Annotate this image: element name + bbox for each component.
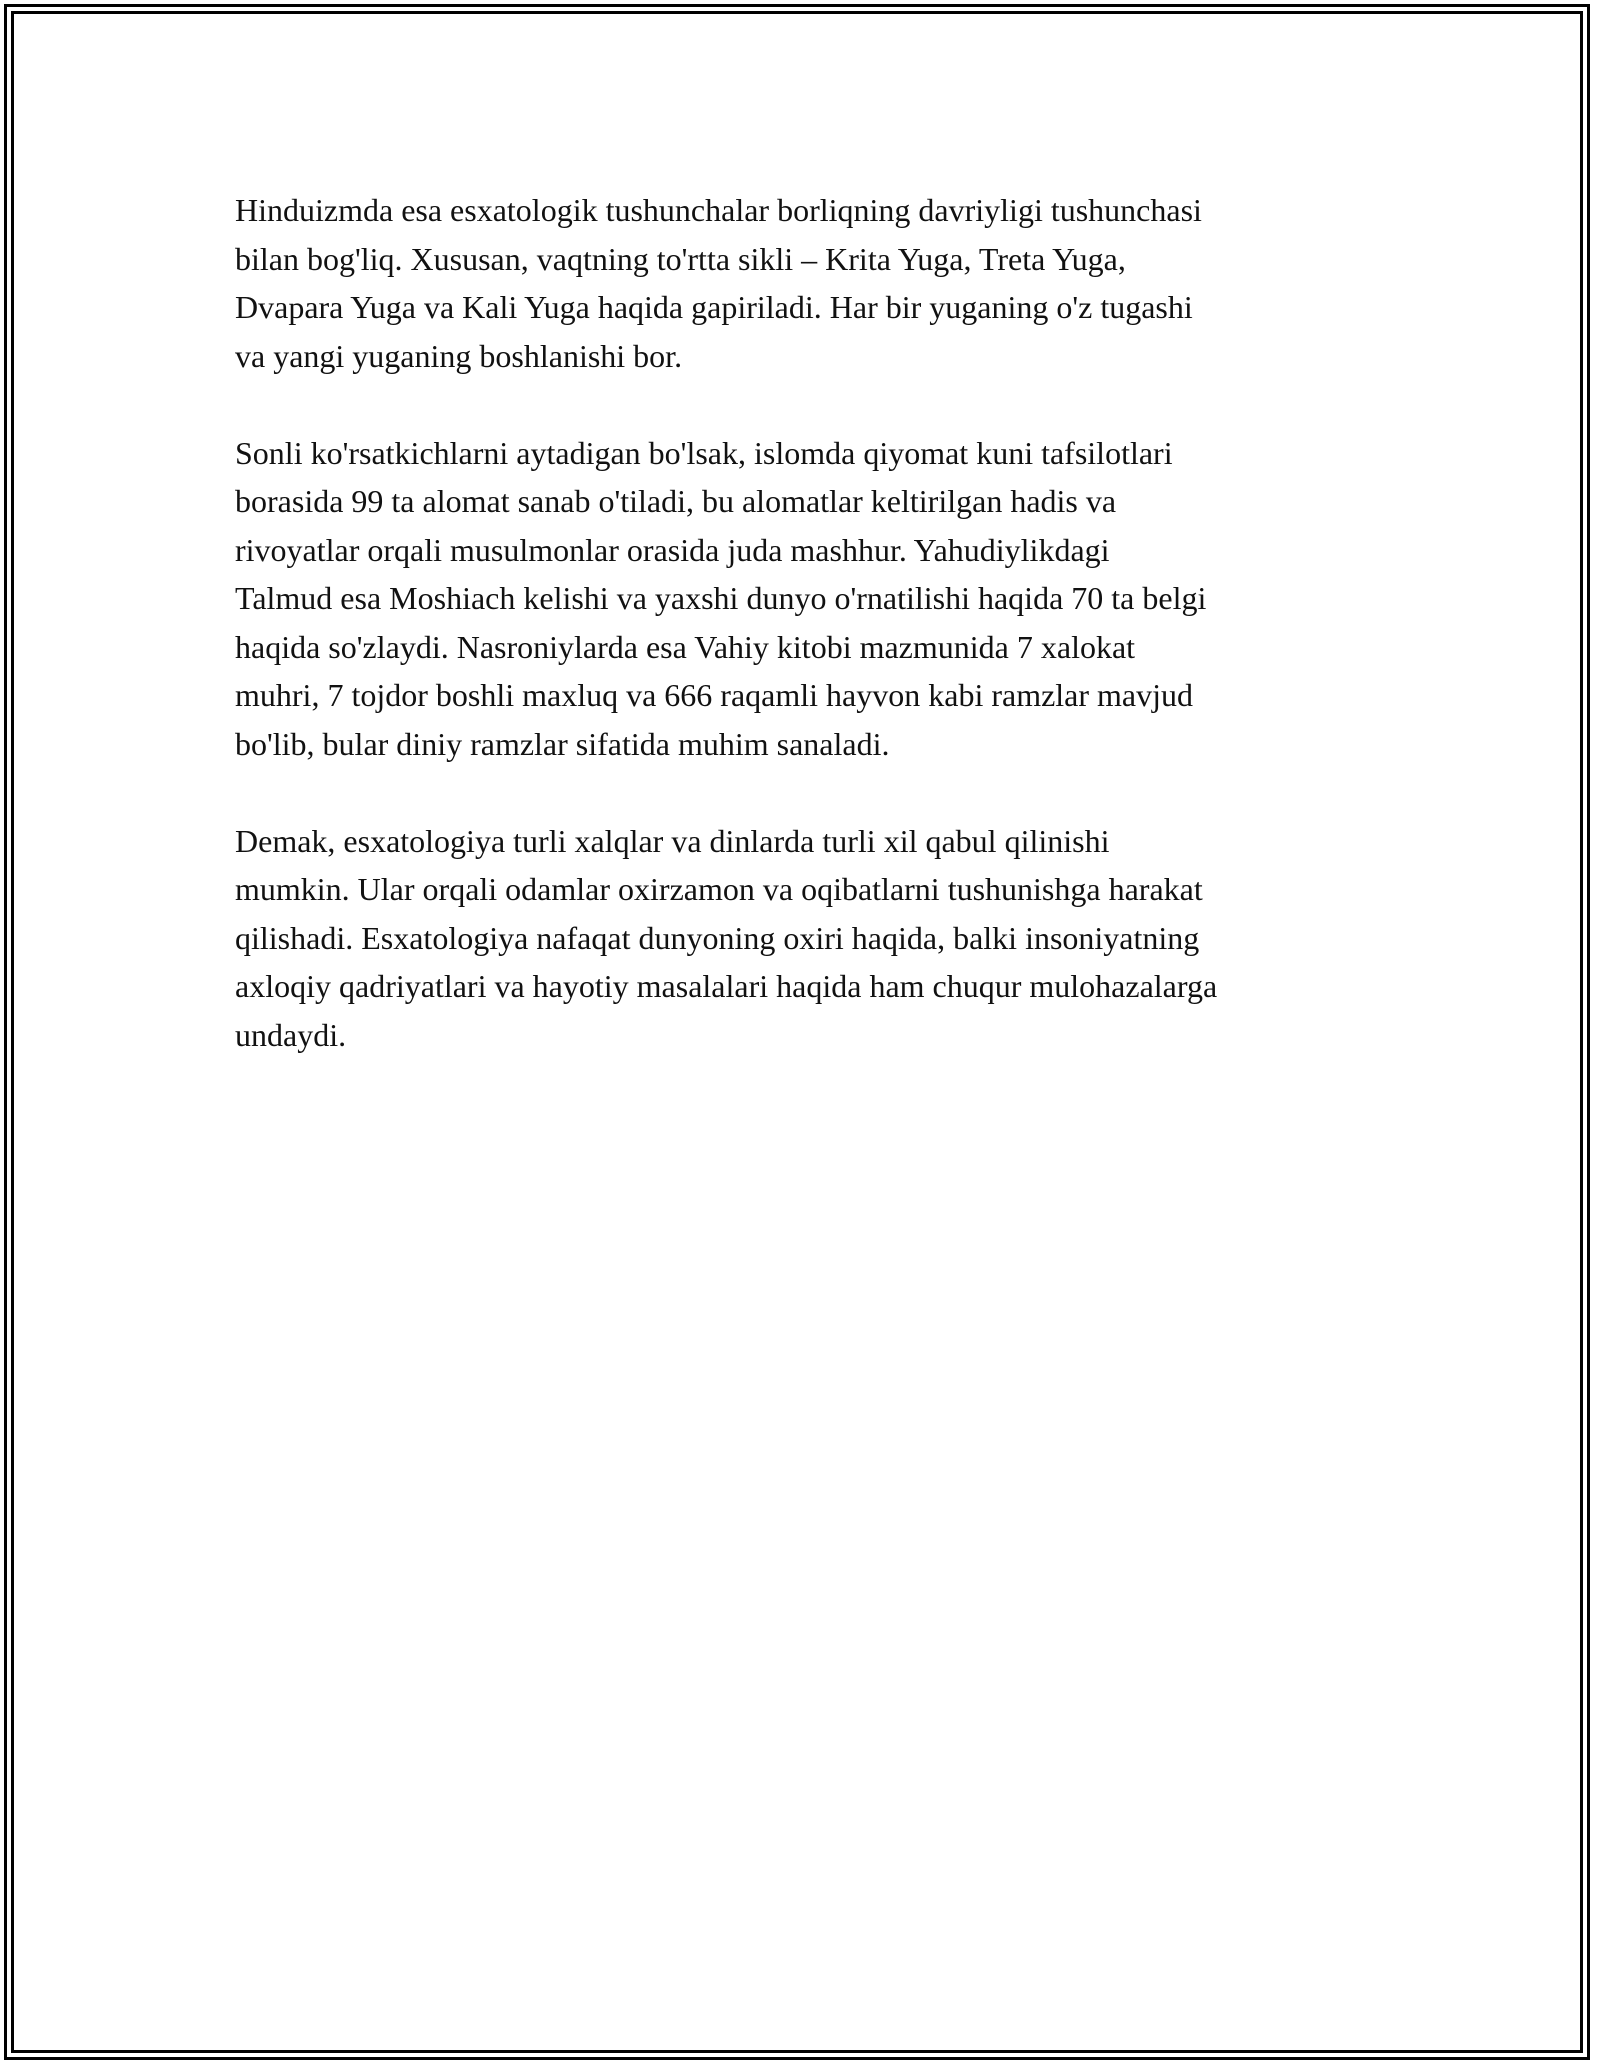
paragraph-hinduism: Hinduizmda esa esxatologik tushunchalar borliqning davriyligi tushunchasi bilan bog'liq. Xususan, vaqtning to'rtta sikli – Krita Yuga, Treta Yuga, Dvapara Yuga va Kali Yuga haqida gapiriladi. Har bir yuganing o'z tugashi va yangi yuganing boshlanishi bor. — [235, 192, 1202, 374]
paragraph-conclusion: Demak, esxatologiya turli xalqlar va dinlarda turli xil qabul qilinishi mumkin. Ular orqali odamlar oxirzamon va oqibatlarni tushunishga harakat qilishadi. Esxatologiya nafaqat dunyoning oxiri haqida, balki insoniyatning axloqiy qadriyatlari va hayotiy masalalari haqida ham chuqur mulohazalarga undaydi. — [235, 822, 1218, 1053]
document-body — [235, 186, 1365, 1108]
paragraph-numeric-signs: Sonli ko'rsatkichlarni aytadigan bo'lsak, islomda qiyomat kuni tafsilotlari borasida 99 ta alomat sanab o'tiladi, bu alomatlar keltirilgan hadis va rivoyatlar orqali musulmonlar orasida juda mashhur. Yahudiylikdagi Talmud esa Moshiach kelishi va yaxshi dunyo o'rnatilishi haqida 70 ta belgi haqida so'zlaydi. Nasroniylarda esa Vahiy kitobi mazmunida 7 xalokat muhri, 7 tojdor boshli maxluq va 666 raqamli hayvon kabi ramzlar mavjud bo'lib, bular diniy ramzlar sifatida muhim sanaladi. — [235, 434, 1207, 762]
